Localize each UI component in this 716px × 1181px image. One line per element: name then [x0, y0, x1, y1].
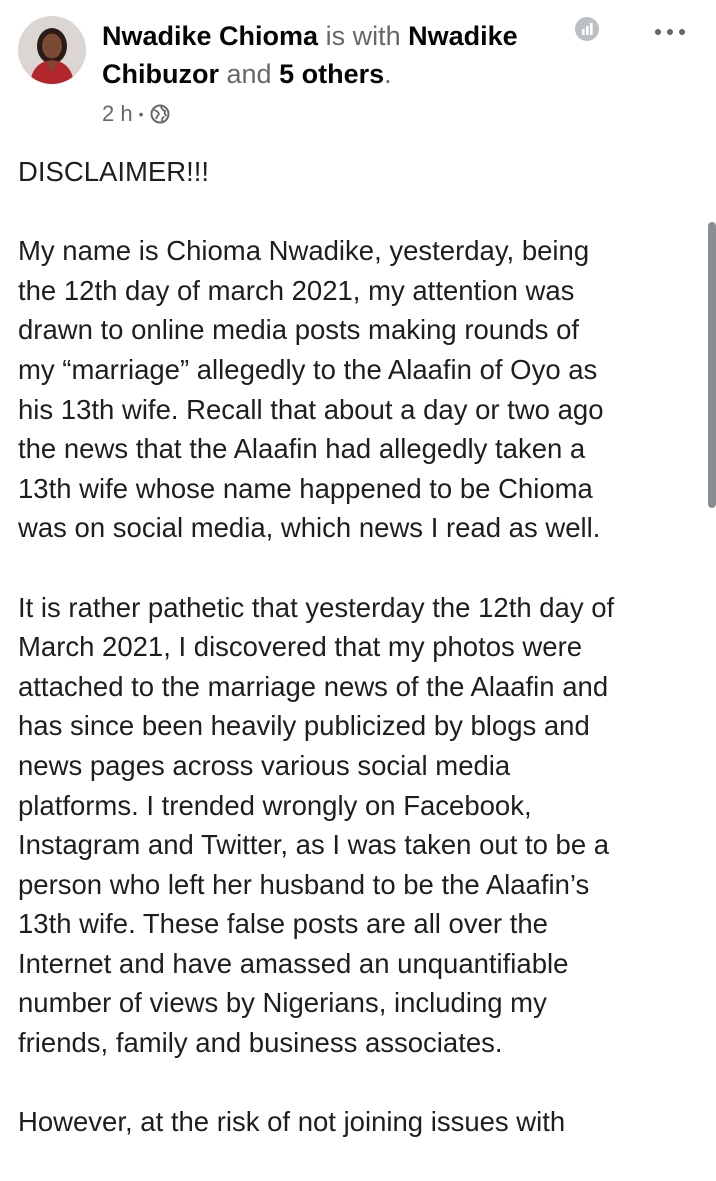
- header-period: .: [384, 59, 392, 89]
- text-line: my “marriage” allegedly to the Alaafin of Oyo as: [18, 353, 598, 385]
- post-timestamp[interactable]: 2 h: [102, 101, 133, 126]
- text-line: March 2021, I discovered that my photos were: [18, 631, 583, 663]
- text-line: 13th wife whose name happened to be Chioma: [18, 472, 593, 504]
- post-heading: DISCLAIMER!!!: [18, 156, 210, 187]
- text-line: has since been heavily publicized by blogs and: [18, 710, 590, 742]
- text-line: drawn to online media posts making rounds of: [18, 314, 580, 346]
- text-line: My name is Chioma Nwadike, yesterday, being: [18, 235, 590, 267]
- avatar-photo: [18, 16, 86, 84]
- paragraph-2: [18, 588, 708, 1063]
- text-line: the news that the Alaafin had allegedly taken a: [18, 433, 586, 465]
- globe-icon[interactable]: [150, 104, 170, 124]
- post-body: [18, 152, 708, 1181]
- tagged-name-cont[interactable]: Chibuzor: [102, 59, 219, 89]
- text-line: friends, family and business associates.: [18, 1027, 503, 1059]
- meta-separator: •: [138, 106, 144, 122]
- text-line: Internet and have amassed an unquantifiable: [18, 947, 569, 979]
- text-line: It is rather pathetic that yesterday the 12th day of: [18, 591, 615, 623]
- and-text: and: [226, 59, 272, 89]
- post-header-line-1: [102, 17, 622, 55]
- avatar[interactable]: [18, 16, 86, 84]
- text-line: Instagram and Twitter, as I was taken out to be a: [18, 829, 610, 861]
- text-line: 13th wife. These false posts are all over the: [18, 908, 548, 940]
- tagged-name[interactable]: Nwadike: [408, 21, 518, 51]
- post-header: [0, 0, 716, 140]
- others-link[interactable]: 5 others: [279, 59, 385, 89]
- stat-icon: [574, 16, 600, 42]
- paragraph-3: [18, 1102, 708, 1142]
- text-line: news pages across various social media: [18, 749, 511, 781]
- text-line: his 13th wife. Recall that about a day or two ago: [18, 393, 604, 425]
- with-text: is with: [325, 21, 401, 51]
- text-line: attached to the marriage news of the Alaafin and: [18, 670, 609, 702]
- paragraph-1: [18, 231, 708, 548]
- text-line: However, at the risk of not joining issues with: [18, 1106, 566, 1138]
- scrollbar-thumb[interactable]: [708, 222, 716, 508]
- text-line: platforms. I trended wrongly on Facebook,: [18, 789, 532, 821]
- more-icon[interactable]: [650, 20, 690, 44]
- text-line: was on social media, which news I read as well.: [18, 512, 601, 544]
- author-name[interactable]: Nwadike Chioma: [102, 21, 319, 51]
- text-line: person who left her husband to be the Alaafin’s: [18, 868, 590, 900]
- post-header-line-2: [102, 55, 622, 93]
- post-meta: [102, 99, 170, 129]
- text-line: the 12th day of march 2021, my attention was: [18, 274, 575, 306]
- text-line: number of views by Nigerians, including my: [18, 987, 547, 1019]
